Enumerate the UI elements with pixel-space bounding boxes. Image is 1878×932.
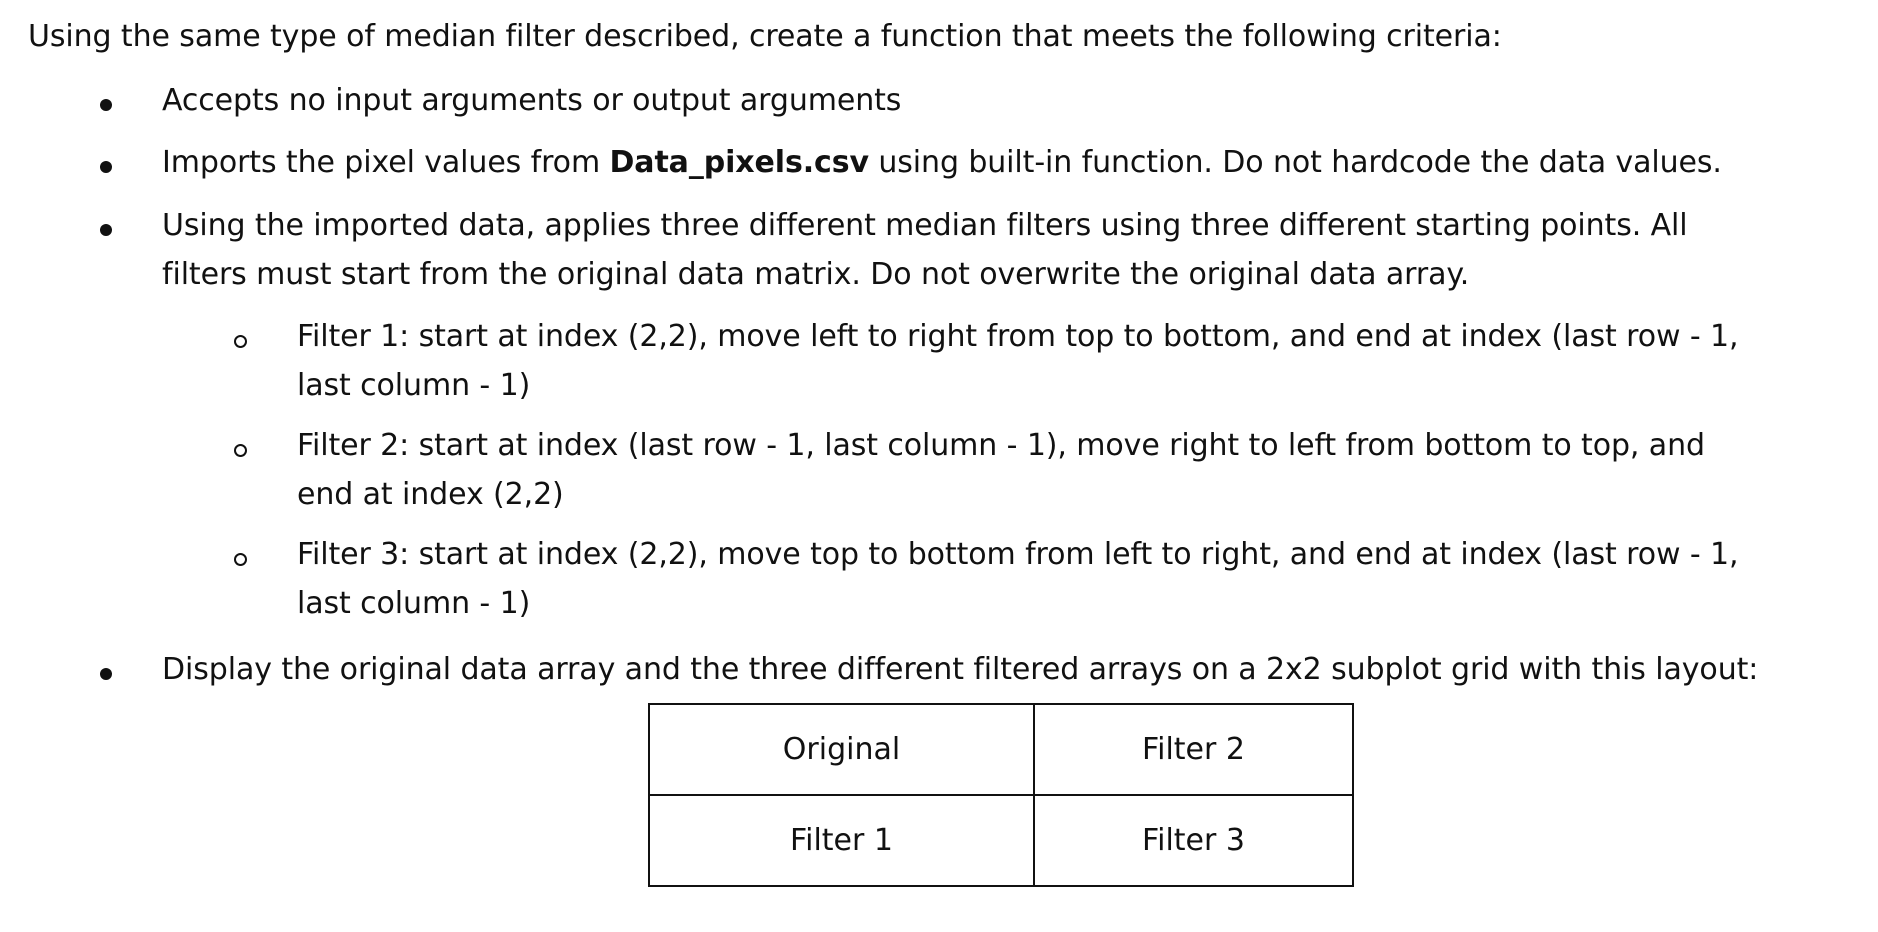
bullet-4-text: Display the original data array and the three different filtered arrays on a 2x2 subplot grid with this layout: xyxy=(162,652,1759,687)
filter-1-text-line-1: Filter 1: start at index (2,2), move left to right from top to bottom, and end at index (last row - 1, xyxy=(297,319,1739,354)
bullet-2-pre: Imports the pixel values from xyxy=(162,145,610,180)
table-cell: Filter 2 xyxy=(1034,704,1353,795)
bullet-3-text-line-2: filters must start from the original data matrix. Do not overwrite the original data array. xyxy=(162,257,1470,292)
bullet-marker xyxy=(100,224,112,236)
filter-2-text-line-1: Filter 2: start at index (last row - 1, last column - 1), move right to left from bottom to top, and xyxy=(297,428,1705,463)
filter-3-text-line-1: Filter 3: start at index (2,2), move top to bottom from left to right, and end at index (last row - 1, xyxy=(297,537,1739,572)
filename-bold: Data_pixels.csv xyxy=(609,145,869,180)
table-cell: Filter 3 xyxy=(1034,795,1353,886)
filter-3-text-line-2: last column - 1) xyxy=(297,586,531,621)
bullet-2-post: using built-in function. Do not hardcode the data values. xyxy=(868,145,1722,180)
bullet-2-text xyxy=(162,145,1722,181)
bullet-3-text-line-1: Using the imported data, applies three different median filters using three different starting points. All xyxy=(162,208,1688,243)
table-row xyxy=(649,704,1353,795)
bullet-marker xyxy=(100,99,112,111)
sub-bullet-marker xyxy=(234,553,247,566)
bullet-1-text: Accepts no input arguments or output arguments xyxy=(162,83,902,118)
table-row xyxy=(649,795,1353,886)
bullet-marker xyxy=(100,161,112,173)
table-cell: Original xyxy=(649,704,1034,795)
filter-1-text-line-2: last column - 1) xyxy=(297,368,531,403)
sub-bullet-marker xyxy=(234,335,247,348)
subplot-layout-table xyxy=(648,703,1354,887)
sub-bullet-marker xyxy=(234,444,247,457)
filter-2-text-line-2: end at index (2,2) xyxy=(297,477,564,512)
intro-text: Using the same type of median filter described, create a function that meets the following criteria: xyxy=(28,19,1502,54)
bullet-marker xyxy=(100,668,112,680)
table-cell: Filter 1 xyxy=(649,795,1034,886)
